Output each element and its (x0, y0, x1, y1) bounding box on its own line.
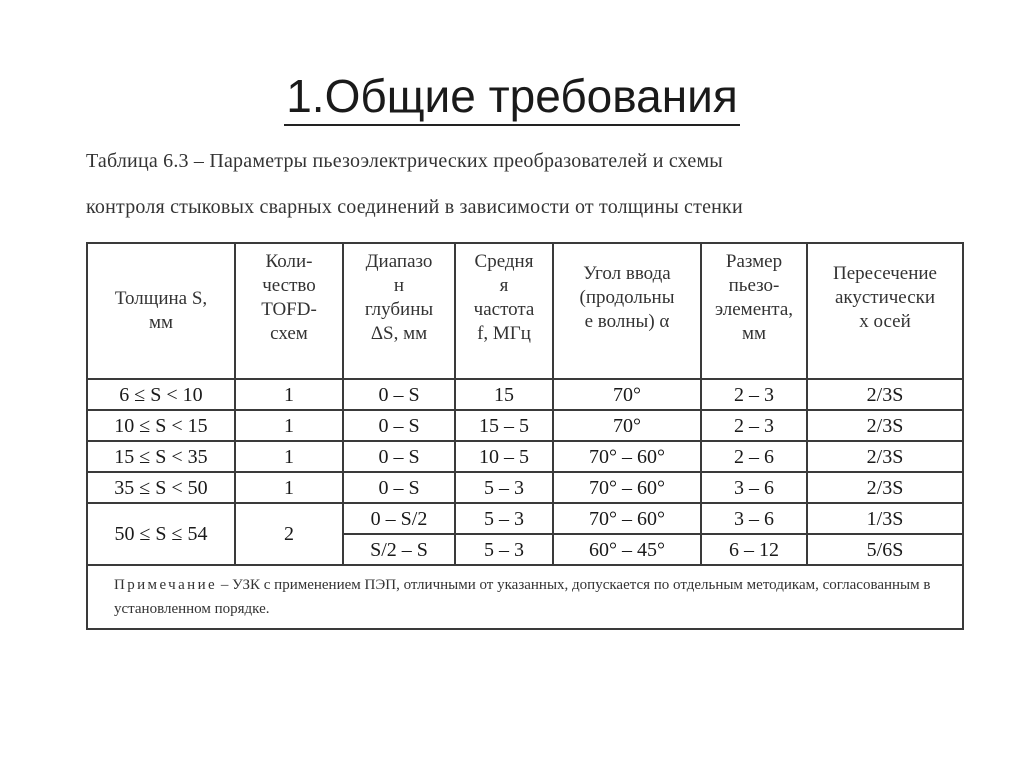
header-count (235, 243, 343, 379)
header-line: мм (148, 312, 174, 333)
header-line: мм (741, 323, 767, 344)
table-caption-line-1: Таблица 6.3 – Параметры пьезоэлектрических преобразователей и схемы (86, 150, 723, 172)
cell-size: 2 – 3 (701, 379, 807, 410)
header-thickness (87, 243, 235, 379)
header-line: глубины (364, 299, 434, 320)
cell-size: 6 – 12 (701, 534, 807, 565)
table-row (87, 441, 963, 472)
cell-size: 3 – 6 (701, 503, 807, 534)
header-line: Размер (725, 251, 783, 272)
header-line: х осей (859, 311, 911, 332)
cell-frequency: 10 – 5 (455, 441, 553, 472)
cell-crossing: 5/6S (807, 534, 963, 565)
header-line: схем (270, 323, 308, 344)
cell-thickness: 15 ≤ S < 35 (87, 441, 235, 472)
cell-size: 3 – 6 (701, 472, 807, 503)
table-caption-line-2: контроля стыковых сварных соединений в зависимости от толщины стенки (86, 196, 743, 218)
header-line: Пересечение (833, 263, 937, 284)
cell-crossing: 2/3S (807, 472, 963, 503)
header-line: (продольны (579, 287, 675, 308)
parameters-table (86, 242, 964, 630)
cell-depth: 0 – S (343, 410, 455, 441)
table-row (87, 472, 963, 503)
cell-frequency: 15 (455, 379, 553, 410)
table-row (87, 410, 963, 441)
cell-count: 1 (235, 472, 343, 503)
header-frequency (455, 243, 553, 379)
cell-angle: 70° – 60° (553, 441, 701, 472)
header-angle (553, 243, 701, 379)
cell-angle: 70° (553, 410, 701, 441)
cell-thickness-merged: 50 ≤ S ≤ 54 (87, 503, 235, 565)
cell-thickness: 6 ≤ S < 10 (87, 379, 235, 410)
header-line: н (393, 275, 405, 296)
header-line: ΔS, мм (370, 323, 428, 344)
cell-count: 1 (235, 441, 343, 472)
header-line: акустически (834, 287, 936, 308)
cell-frequency: 5 – 3 (455, 503, 553, 534)
cell-frequency: 15 – 5 (455, 410, 553, 441)
header-line: я (499, 275, 509, 296)
cell-angle: 70° – 60° (553, 472, 701, 503)
cell-depth: 0 – S (343, 472, 455, 503)
cell-frequency: 5 – 3 (455, 534, 553, 565)
cell-size: 2 – 6 (701, 441, 807, 472)
note-label: Примечание (114, 577, 218, 593)
cell-depth: 0 – S (343, 379, 455, 410)
header-line: чество (262, 275, 316, 296)
header-line: Коли- (265, 251, 313, 272)
header-line: пьезо- (728, 275, 780, 296)
cell-crossing: 2/3S (807, 410, 963, 441)
cell-frequency: 5 – 3 (455, 472, 553, 503)
cell-angle: 60° – 45° (553, 534, 701, 565)
cell-thickness: 35 ≤ S < 50 (87, 472, 235, 503)
header-line: Угол ввода (583, 263, 671, 284)
cell-count-merged: 2 (235, 503, 343, 565)
header-line: TOFD- (261, 299, 317, 320)
table-header-row (87, 243, 963, 379)
note-text: – УЗК с применением ПЭП, отличными от указанных, допускается по отдельным методикам, согласованным в установленном порядке. (114, 577, 931, 617)
slide-title-text: 1.Общие требования (284, 68, 740, 126)
cell-angle: 70° (553, 379, 701, 410)
cell-count: 1 (235, 410, 343, 441)
cell-depth: 0 – S/2 (343, 503, 455, 534)
cell-crossing: 1/3S (807, 503, 963, 534)
cell-crossing: 2/3S (807, 441, 963, 472)
cell-angle: 70° – 60° (553, 503, 701, 534)
cell-size: 2 – 3 (701, 410, 807, 441)
header-line: частота (473, 299, 535, 320)
cell-crossing: 2/3S (807, 379, 963, 410)
header-line: е волны) α (584, 311, 670, 332)
header-line: f, МГц (477, 323, 531, 344)
cell-thickness: 10 ≤ S < 15 (87, 410, 235, 441)
header-line: элемента, (714, 299, 794, 320)
header-axes-crossing (807, 243, 963, 379)
cell-depth: S/2 – S (343, 534, 455, 565)
header-line: Толщина S, (114, 288, 208, 309)
header-line: Диапазо (365, 251, 433, 272)
slide-title (0, 64, 1024, 128)
table-note-row (87, 565, 963, 629)
table-note (87, 565, 963, 629)
cell-count: 1 (235, 379, 343, 410)
cell-depth: 0 – S (343, 441, 455, 472)
header-element-size (701, 243, 807, 379)
table-row (87, 379, 963, 410)
header-line: Средня (474, 251, 534, 272)
table-row (87, 503, 963, 534)
header-depth-range (343, 243, 455, 379)
